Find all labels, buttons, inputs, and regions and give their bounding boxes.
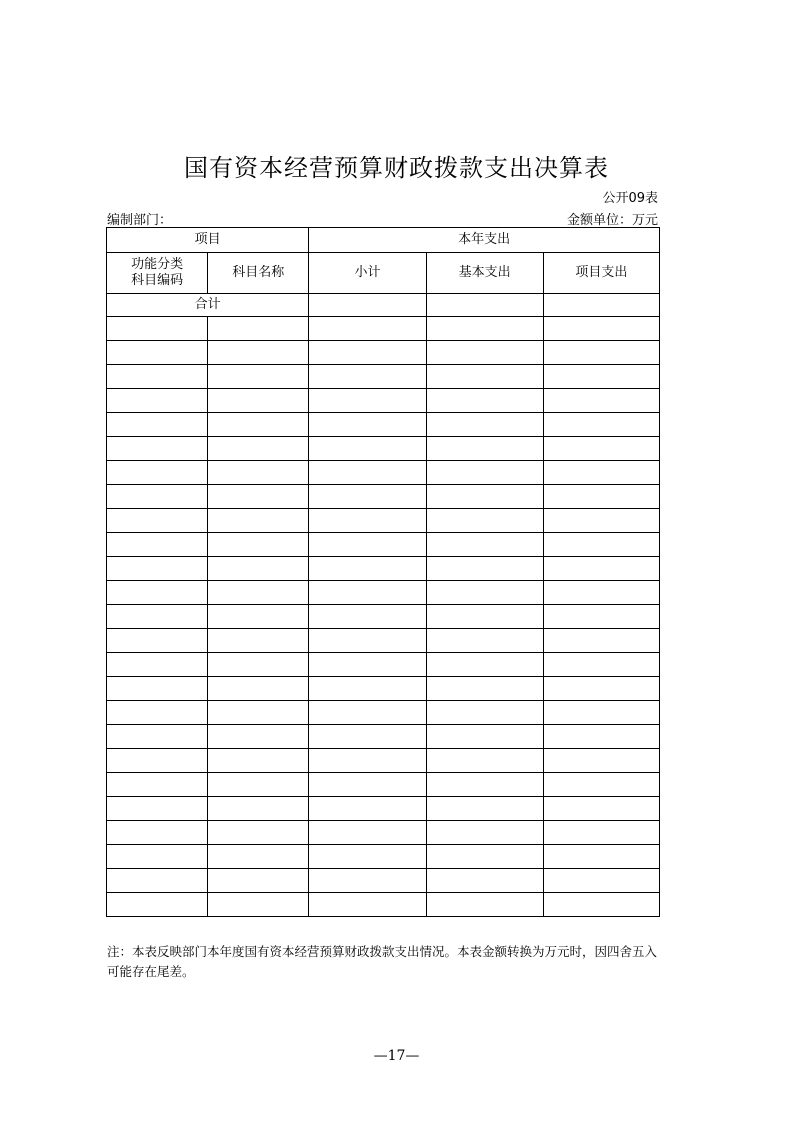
table-cell xyxy=(309,821,426,845)
table-cell xyxy=(309,581,426,605)
footnote: 注：本表反映部门本年度国有资本经营预算财政拨款支出情况。本表金额转换为万元时，因四舍五入可能存在尾差。 xyxy=(107,944,658,979)
total-row xyxy=(107,294,660,317)
table-cell xyxy=(309,413,426,437)
table-cell xyxy=(543,605,659,629)
table-cell xyxy=(543,773,659,797)
table-cell xyxy=(208,893,309,917)
table-row xyxy=(107,605,660,629)
table-row xyxy=(107,533,660,557)
table-cell xyxy=(208,581,309,605)
table-cell xyxy=(107,821,208,845)
table-cell xyxy=(309,437,426,461)
table-cell xyxy=(107,605,208,629)
table-cell xyxy=(107,653,208,677)
table-cell xyxy=(426,389,543,413)
table-cell xyxy=(426,677,543,701)
header-subtotal: 小计 xyxy=(309,253,426,294)
table-cell xyxy=(426,845,543,869)
table-cell xyxy=(208,869,309,893)
table-row xyxy=(107,749,660,773)
table-row xyxy=(107,413,660,437)
table-cell xyxy=(309,845,426,869)
table-cell xyxy=(543,437,659,461)
table-row xyxy=(107,509,660,533)
table-row xyxy=(107,821,660,845)
table-cell xyxy=(543,653,659,677)
table-cell xyxy=(543,485,659,509)
table-cell xyxy=(309,629,426,653)
table-cell xyxy=(309,341,426,365)
table-cell xyxy=(543,629,659,653)
header-subject-name: 科目名称 xyxy=(208,253,309,294)
table-cell xyxy=(309,317,426,341)
table-cell xyxy=(208,557,309,581)
table-cell xyxy=(543,797,659,821)
table-cell xyxy=(426,869,543,893)
table-cell xyxy=(309,701,426,725)
table-cell xyxy=(107,317,208,341)
table-cell xyxy=(309,461,426,485)
table-cell xyxy=(543,533,659,557)
table-cell xyxy=(426,821,543,845)
table-cell xyxy=(309,869,426,893)
header-basic: 基本支出 xyxy=(426,253,543,294)
table-cell xyxy=(208,845,309,869)
table-cell xyxy=(543,461,659,485)
header-row-2 xyxy=(107,253,660,294)
table-cell xyxy=(208,605,309,629)
table-cell xyxy=(208,437,309,461)
table-cell xyxy=(309,677,426,701)
table-cell xyxy=(426,485,543,509)
table-cell xyxy=(426,557,543,581)
table-row xyxy=(107,437,660,461)
table-cell xyxy=(543,341,659,365)
table-cell xyxy=(309,773,426,797)
table-cell xyxy=(309,893,426,917)
table-row xyxy=(107,629,660,653)
table-cell xyxy=(543,557,659,581)
table-cell xyxy=(543,413,659,437)
table-cell xyxy=(107,509,208,533)
table-row xyxy=(107,773,660,797)
table-cell xyxy=(543,365,659,389)
table-cell xyxy=(107,749,208,773)
total-subtotal xyxy=(309,294,426,317)
table-cell xyxy=(107,389,208,413)
table-cell xyxy=(107,677,208,701)
table-cell xyxy=(107,893,208,917)
table-cell xyxy=(543,749,659,773)
table-cell xyxy=(426,509,543,533)
header-item: 项目 xyxy=(107,228,309,253)
table-cell xyxy=(543,389,659,413)
table-cell xyxy=(426,533,543,557)
table-cell xyxy=(543,821,659,845)
table-cell xyxy=(426,437,543,461)
department-label: 编制部门： xyxy=(107,213,173,228)
table-cell xyxy=(208,341,309,365)
budget-table xyxy=(106,227,660,917)
table-cell xyxy=(107,581,208,605)
table-cell xyxy=(543,317,659,341)
table-cell xyxy=(208,653,309,677)
header-func-code: 功能分类 科目编码 xyxy=(107,253,208,294)
table-cell xyxy=(107,869,208,893)
table-cell xyxy=(309,725,426,749)
table-cell xyxy=(107,725,208,749)
table-cell xyxy=(426,653,543,677)
table-row xyxy=(107,317,660,341)
table-row xyxy=(107,341,660,365)
amount-unit-label: 金额单位：万元 xyxy=(566,213,658,228)
table-cell xyxy=(208,749,309,773)
table-cell xyxy=(107,629,208,653)
total-label: 合计 xyxy=(107,294,309,317)
table-cell xyxy=(107,701,208,725)
table-cell xyxy=(543,893,659,917)
total-basic xyxy=(426,294,543,317)
table-row xyxy=(107,389,660,413)
table-cell xyxy=(107,437,208,461)
table-cell xyxy=(426,725,543,749)
table-cell xyxy=(107,773,208,797)
table-cell xyxy=(208,701,309,725)
table-cell xyxy=(426,629,543,653)
table-cell xyxy=(426,365,543,389)
table-cell xyxy=(208,461,309,485)
table-cell xyxy=(208,509,309,533)
table-cell xyxy=(543,701,659,725)
table-cell xyxy=(107,533,208,557)
table-cell xyxy=(543,725,659,749)
page-number: —17— xyxy=(373,1048,420,1064)
table-cell xyxy=(107,797,208,821)
table-cell xyxy=(426,701,543,725)
page-title: 国有资本经营预算财政拨款支出决算表 xyxy=(184,154,609,182)
total-project xyxy=(543,294,659,317)
table-cell xyxy=(426,413,543,437)
table-row xyxy=(107,461,660,485)
table-cell xyxy=(107,557,208,581)
table-cell xyxy=(208,725,309,749)
table-cell xyxy=(309,653,426,677)
table-cell xyxy=(543,581,659,605)
table-row xyxy=(107,845,660,869)
table-cell xyxy=(426,341,543,365)
table-cell xyxy=(309,605,426,629)
table-row xyxy=(107,797,660,821)
table-row xyxy=(107,725,660,749)
table-cell xyxy=(543,509,659,533)
table-row xyxy=(107,701,660,725)
table-cell xyxy=(309,749,426,773)
table-row xyxy=(107,365,660,389)
header-current-year: 本年支出 xyxy=(309,228,660,253)
table-row xyxy=(107,893,660,917)
table-cell xyxy=(107,461,208,485)
table-cell xyxy=(208,365,309,389)
table-cell xyxy=(309,365,426,389)
table-cell xyxy=(107,365,208,389)
table-cell xyxy=(309,389,426,413)
table-cell xyxy=(426,461,543,485)
table-cell xyxy=(107,485,208,509)
table-cell xyxy=(107,341,208,365)
table-cell xyxy=(426,773,543,797)
table-cell xyxy=(107,845,208,869)
header-row-1 xyxy=(107,228,660,253)
table-cell xyxy=(208,389,309,413)
table-cell xyxy=(208,629,309,653)
table-cell xyxy=(208,677,309,701)
table-cell xyxy=(309,557,426,581)
table-cell xyxy=(426,749,543,773)
table-row xyxy=(107,557,660,581)
table-cell xyxy=(208,821,309,845)
table-cell xyxy=(426,797,543,821)
table-cell xyxy=(107,413,208,437)
table-cell xyxy=(208,317,309,341)
table-cell xyxy=(543,677,659,701)
table-cell xyxy=(426,317,543,341)
table-cell xyxy=(543,869,659,893)
table-cell xyxy=(309,533,426,557)
table-cell xyxy=(426,893,543,917)
header-project: 项目支出 xyxy=(543,253,659,294)
table-cell xyxy=(309,509,426,533)
table-row xyxy=(107,677,660,701)
table-cell xyxy=(543,845,659,869)
table-cell xyxy=(208,485,309,509)
table-row xyxy=(107,485,660,509)
table-cell xyxy=(208,533,309,557)
table-cell xyxy=(426,605,543,629)
table-cell xyxy=(426,581,543,605)
table-cell xyxy=(208,413,309,437)
table-cell xyxy=(309,797,426,821)
table-cell xyxy=(208,797,309,821)
table-row xyxy=(107,581,660,605)
table-number: 公开09表 xyxy=(602,191,658,206)
table-row xyxy=(107,869,660,893)
table-cell xyxy=(309,485,426,509)
table-cell xyxy=(208,773,309,797)
table-row xyxy=(107,653,660,677)
